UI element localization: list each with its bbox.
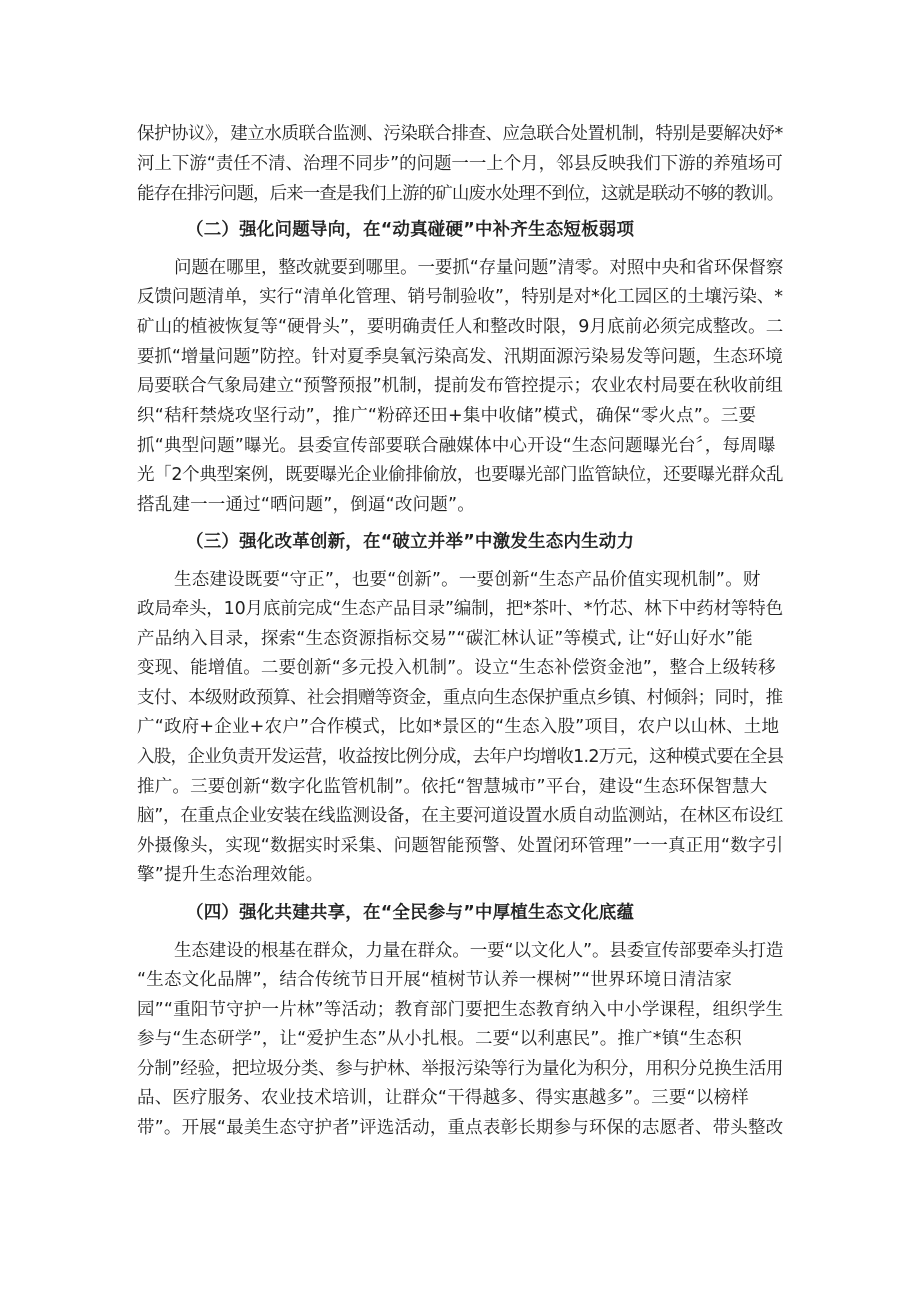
paragraph-line: 局要联合气象局建立“预警预报”机制，提前发布管控提示；农业农村局要在秋收前组 <box>137 376 783 396</box>
paragraph-line: 入股，企业负责开发运营，收益按比例分成，去年户均增收1.2万元，这种模式要在全县 <box>137 747 784 767</box>
paragraph-line: 品、医疗服务、农业技术培训，让群众“干得越多、得实惠越多”。三要“以榜样 <box>137 1088 749 1108</box>
paragraph-line: 广“政府+企业+农户”合作模式，比如*景区的“生态入股”项目，农户以山林、土地 <box>137 717 780 737</box>
section-heading: （三）强化改革创新，在“破立并举”中激发生态内生动力 <box>186 532 635 552</box>
paragraph-line: 反馈问题清单，实行“清单化管理、销号制验收”，特别是对*化工园区的土壤污染、* <box>137 287 783 307</box>
paragraph-line: 能存在排污问题，后来一查是我们上游的矿山废水处理不到位，这就是联动不够的教训。 <box>137 184 784 204</box>
paragraph-line: 政局牵头，10月底前完成“生态产品目录”编制，把*茶叶、*竹芯、林下中药材等特色 <box>137 599 783 619</box>
paragraph-line: 保护协议》，建立水质联合监测、污染联合排查、应急联合处置机制，特别是要解决妤* <box>137 124 783 144</box>
paragraph-line: 外摄像头，实现“数据实时采集、问题智能预警、处置闭环管理”一一真正用“数字引 <box>137 836 784 856</box>
paragraph-line: 支付、本级财政预算、社会捐赠等资金，重点向生态保护重点乡镇、村倾斜；同时，推 <box>137 688 783 708</box>
paragraph-line: 光「2个典型案例，既要曝光企业偷排偷放，也要曝光部门监管缺位，还要曝光群众乱 <box>137 465 784 485</box>
paragraph-line: 抓“典型问题”曝光。县委宣传部要联合融媒体中心开设“生态问题曝光台〞，每周曝 <box>137 436 776 456</box>
paragraph-line: 生态建设既要“守正”，也要“创新”。一要创新“生态产品价值实现机制”。财 <box>174 570 761 590</box>
paragraph-line: 织“秸秆禁烧攻坚行动”，推广“粉碎还田+集中收储”模式，确保“零火点”。三要 <box>137 406 757 426</box>
paragraph-line: 要抓“增量问题”防控。针对夏季臭氧污染高发、汛期面源污染易发等问题，生态环境 <box>137 347 783 367</box>
paragraph-line: 生态建设的根基在群众，力量在群众。一要“以文化人”。县委宣传部要牵头打造 <box>174 941 784 961</box>
section-heading: （四）强化共建共享，在“全民参与”中厚植生态文化底蕴 <box>186 903 635 923</box>
paragraph-line: 擎”提升生态治理效能。 <box>137 865 324 885</box>
paragraph-line: 园”“重阳节守护一片林”等活动；教育部门要把生态教育纳入中小学课程，组织学生 <box>137 1000 784 1020</box>
paragraph-line: 参与“生态研学”，让“爱护生态”从小扎根。二要“以利惠民”。推广*镇“生态积 <box>137 1029 742 1049</box>
paragraph-line: “生态文化品牌”，结合传统节日开展“植树节认养一棵树”“世界环境日清洁家 <box>137 970 733 990</box>
paragraph-line: 搭乱建一一通过“晒问题”，倒逼“改问题”。 <box>137 495 475 515</box>
paragraph-line: 变现、能增值。二要创新“多元投入机制”。设立“生态补偿资金池”，整合上级转移 <box>137 658 776 678</box>
paragraph-line: 矿山的植被恢复等“硬骨头”，要明确责任人和整改时限，9月底前必须完成整改。二 <box>137 317 784 337</box>
paragraph-line: 河上下游“责任不清、治理不同步”的问题一一上个月，邻县反映我们下游的养殖场可 <box>137 154 783 174</box>
section-heading: （二）强化问题导向，在“动真碰硬”中补齐生态短板弱项 <box>186 220 635 240</box>
paragraph-line: 脑”，在重点企业安装在线监测设备，在主要河道设置水质自动监测站，在林区布设红 <box>137 806 784 826</box>
paragraph-line: 分制”经验，把垃圾分类、参与护林、举报污染等行为量化为积分，用积分兑换生活用 <box>137 1059 784 1079</box>
paragraph-line: 产品纳入目录，探索“生态资源指标交易”“碳汇林认证”等模式, 让“好山好水”能 <box>137 629 753 649</box>
paragraph-line: 推广。三要创新“数字化监管机制”。依托“智慧城市”平台，建设“生态环保智慧大 <box>137 777 768 797</box>
paragraph-line: 问题在哪里，整改就要到哪里。一要抓“存量问题”清零。对照中央和省环保督察 <box>174 258 784 278</box>
paragraph-line: 带”。开展“最美生态守护者”评选活动，重点表彰长期参与环保的志愿者、带头整改 <box>137 1118 784 1138</box>
